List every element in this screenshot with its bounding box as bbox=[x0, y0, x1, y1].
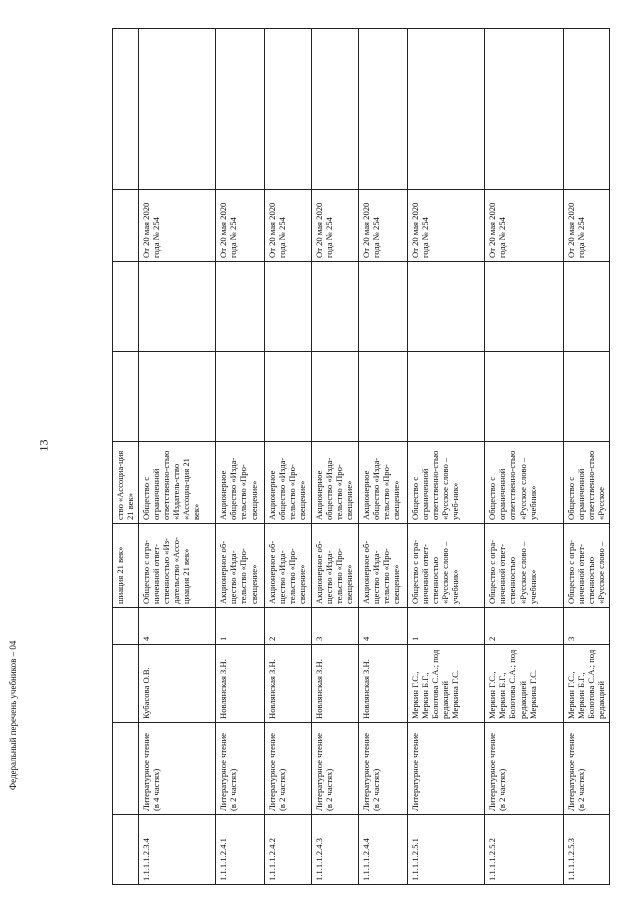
cell-order: От 20 мая 2020 года № 254 bbox=[485, 190, 563, 262]
cell-order: От 20 мая 2020 года № 254 bbox=[358, 190, 407, 262]
cell-subject: Литературное чтение (в 2 частях) bbox=[265, 723, 312, 815]
cell-empty bbox=[563, 262, 609, 352]
cell-empty bbox=[265, 352, 312, 442]
cell-authors: Новлянская З.Н. bbox=[311, 645, 358, 723]
cell-code: 1.1.1.1.2.5.1 bbox=[407, 815, 484, 885]
header-row bbox=[113, 29, 139, 885]
cell-empty bbox=[265, 29, 312, 190]
cell-empty bbox=[138, 262, 215, 352]
cell-publisher: Акционерное об-щество «Изда-тельство «Про-свещение» bbox=[216, 524, 265, 608]
cell-authors: Меркин Г.С., Меркин Б.Г., Болотова С.А.; под редакцией Меркина Г.С. bbox=[407, 645, 484, 723]
table-row bbox=[138, 29, 215, 885]
cell-empty bbox=[358, 352, 407, 442]
cell-grade: 2 bbox=[485, 608, 563, 645]
cell-holder: Общество с ограниченной ответственно-стью «Русское слово – учеб-ник» bbox=[407, 442, 484, 524]
cell-grade: 4 bbox=[138, 608, 215, 645]
header-cell bbox=[113, 608, 139, 645]
header-cell: шиация 21 век» bbox=[113, 524, 139, 608]
cell-order: От 20 мая 2020 года № 254 bbox=[311, 190, 358, 262]
page-number: 13 bbox=[36, 439, 51, 452]
cell-holder: Акционерное общество «Изда-тельство «Про-свещение» bbox=[311, 442, 358, 524]
cell-publisher: Акционерное об-щество «Изда-тельство «Про-свещение» bbox=[265, 524, 312, 608]
cell-publisher: Акционерное об-щество «Изда-тельство «Про-свещение» bbox=[311, 524, 358, 608]
textbook-list-table bbox=[112, 28, 610, 885]
cell-subject: Литературное чтение (в 2 частях) bbox=[311, 723, 358, 815]
cell-order: От 20 мая 2020 года № 254 bbox=[265, 190, 312, 262]
footer-note: Федеральный перечень учебников – 04 bbox=[8, 640, 18, 790]
cell-subject: Литературное чтение (в 2 частях) bbox=[358, 723, 407, 815]
header-cell: ство «Ассоциа-ция 21 век» bbox=[113, 442, 139, 524]
cell-holder: Акционерное общество «Изда-тельство «Про-свещение» bbox=[216, 442, 265, 524]
table-row bbox=[216, 29, 265, 885]
cell-publisher: Общество с огра-ниченной ответ-ственностью «Русское слово – учебник» bbox=[485, 524, 563, 608]
header-cell bbox=[113, 815, 139, 885]
cell-subject: Литературное чтение bbox=[407, 723, 484, 815]
cell-code: 1.1.1.1.2.4.4 bbox=[358, 815, 407, 885]
header-cell bbox=[113, 190, 139, 262]
cell-code: 1.1.1.1.2.3.4 bbox=[138, 815, 215, 885]
header-cell bbox=[113, 723, 139, 815]
cell-empty bbox=[265, 262, 312, 352]
cell-empty bbox=[311, 262, 358, 352]
table-row bbox=[358, 29, 407, 885]
table-row bbox=[265, 29, 312, 885]
header-cell bbox=[113, 262, 139, 352]
cell-publisher: Общество с огра-ниченной ответ-ственностью «Русское слово – учебник» bbox=[407, 524, 484, 608]
cell-empty bbox=[485, 262, 563, 352]
cell-empty bbox=[407, 262, 484, 352]
cell-subject: Литературное чтение (в 2 частях) bbox=[485, 723, 563, 815]
cell-authors: Новлянская З.Н. bbox=[358, 645, 407, 723]
rotated-table-container bbox=[112, 29, 610, 885]
cell-subject: Литературное чтение (в 2 частях) bbox=[563, 723, 609, 815]
cell-empty bbox=[485, 29, 563, 190]
cell-authors: Меркин Г.С., Меркин Б.Г., Болотова С.А.; под редакцией bbox=[563, 645, 609, 723]
cell-authors: Новлянская З.Н. bbox=[265, 645, 312, 723]
cell-order: От 20 мая 2020 года № 254 bbox=[407, 190, 484, 262]
cell-code: 1.1.1.1.2.5.3 bbox=[563, 815, 609, 885]
cell-holder: Общество с ограниченной ответственно-стью «Русское слово – учебник» bbox=[485, 442, 563, 524]
cell-empty bbox=[311, 29, 358, 190]
cell-holder: Акционерное общество «Изда-тельство «Про-свещение» bbox=[265, 442, 312, 524]
cell-empty bbox=[485, 352, 563, 442]
cell-publisher: Акционерное об-щество «Изда-тельство «Про-свещение» bbox=[358, 524, 407, 608]
cell-empty bbox=[311, 352, 358, 442]
cell-subject: Литературное чтение (в 2 частях) bbox=[216, 723, 265, 815]
cell-authors: Кубасова О.В. bbox=[138, 645, 215, 723]
cell-order: От 20 мая 2020 года № 254 bbox=[563, 190, 609, 262]
cell-empty bbox=[358, 262, 407, 352]
table-row bbox=[407, 29, 484, 885]
cell-empty bbox=[358, 29, 407, 190]
cell-empty bbox=[216, 29, 265, 190]
cell-code: 1.1.1.1.2.4.2 bbox=[265, 815, 312, 885]
cell-empty bbox=[407, 29, 484, 190]
table-row bbox=[311, 29, 358, 885]
cell-empty bbox=[563, 352, 609, 442]
cell-empty bbox=[138, 352, 215, 442]
cell-empty bbox=[563, 29, 609, 190]
cell-holder: Акционерное общество «Изда-тельство «Про-свещение» bbox=[358, 442, 407, 524]
cell-empty bbox=[138, 29, 215, 190]
cell-subject: Литературное чтение (в 4 частях) bbox=[138, 723, 215, 815]
cell-code: 1.1.1.1.2.4.1 bbox=[216, 815, 265, 885]
cell-holder: Общество с ограниченной ответственно-стью «Издатель-ство «Ассоциа-ция 21 век» bbox=[138, 442, 215, 524]
cell-grade: 1 bbox=[407, 608, 484, 645]
cell-grade: 3 bbox=[311, 608, 358, 645]
cell-grade: 4 bbox=[358, 608, 407, 645]
cell-empty bbox=[216, 262, 265, 352]
cell-authors: Меркин Г.С., Меркин Б.Г., Болотова С.А.; под редакцией Меркина Г.С. bbox=[485, 645, 563, 723]
cell-authors: Новлянская З.Н. bbox=[216, 645, 265, 723]
header-cell bbox=[113, 352, 139, 442]
cell-grade: 3 bbox=[563, 608, 609, 645]
table-row bbox=[485, 29, 563, 885]
header-cell bbox=[113, 29, 139, 190]
cell-grade: 2 bbox=[265, 608, 312, 645]
cell-empty bbox=[216, 352, 265, 442]
table-row bbox=[563, 29, 609, 885]
cell-holder: Общество с ограниченной ответственно-стью «Русское bbox=[563, 442, 609, 524]
cell-publisher: Общество с огра-ниченной ответ-ственностью «Русское слово – bbox=[563, 524, 609, 608]
cell-order: От 20 мая 2020 года № 254 bbox=[138, 190, 215, 262]
cell-publisher: Общество с огра-ниченной ответ-ственностью «Из-дательство «Ассо-циация 21 век» bbox=[138, 524, 215, 608]
cell-order: От 20 мая 2020 года № 254 bbox=[216, 190, 265, 262]
cell-code: 1.1.1.1.2.5.2 bbox=[485, 815, 563, 885]
cell-empty bbox=[407, 352, 484, 442]
cell-code: 1.1.1.1.2.4.3 bbox=[311, 815, 358, 885]
header-cell bbox=[113, 645, 139, 723]
cell-grade: 1 bbox=[216, 608, 265, 645]
